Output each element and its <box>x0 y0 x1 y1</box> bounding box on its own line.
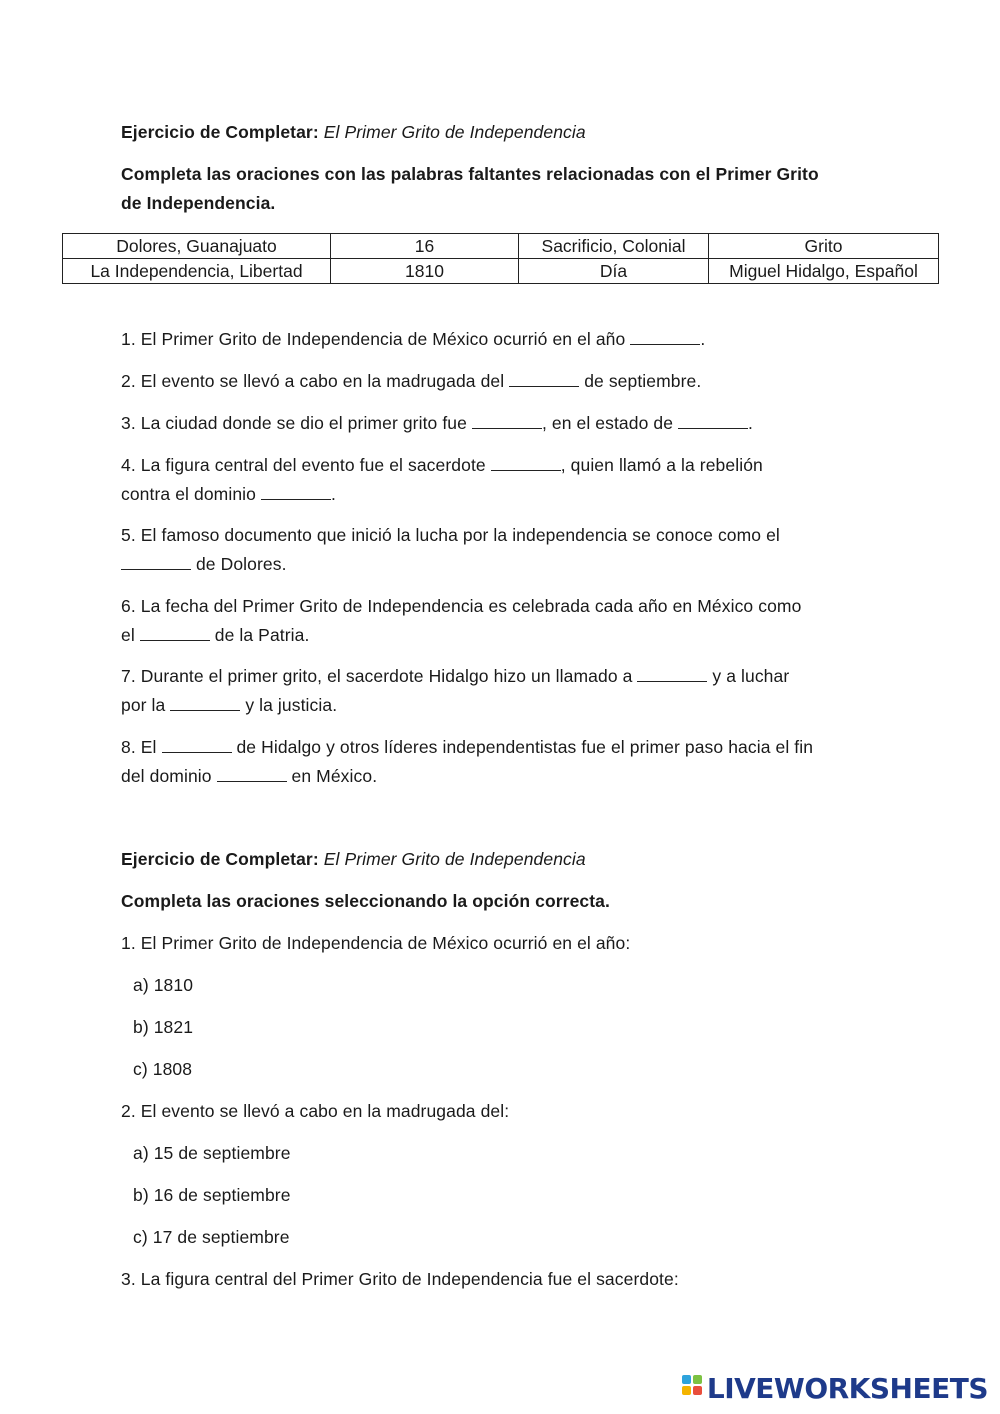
sentence-text: de Dolores. <box>195 554 287 574</box>
sentence-text: 4. La figura central del evento fue el sacerdote <box>121 455 486 475</box>
sentence-text: 2. El evento se llevó a cabo en la madrugada del <box>121 371 505 391</box>
q1-option-c[interactable]: c) 1808 <box>133 1059 193 1079</box>
section2-title-bold: Ejercicio de Completar: <box>121 849 319 869</box>
liveworksheets-logo <box>682 1372 988 1406</box>
logo-mark-icon <box>682 1375 704 1403</box>
sentence-2 <box>121 371 701 392</box>
section1-instructions-line2: de Independencia. <box>121 193 276 213</box>
logo-text: LIVEWORKSHEETS <box>706 1372 988 1405</box>
sentence-text: de Hidalgo y otros líderes independentistas fue el primer paso hacia el fin <box>236 737 814 757</box>
answer-blank[interactable] <box>121 555 191 570</box>
section1-instructions-line1: Completa las oraciones con las palabras faltantes relacionadas con el Primer Grito <box>121 164 819 184</box>
sentence-4-line1 <box>121 455 763 476</box>
sentence-text: del dominio <box>121 766 212 786</box>
question-3: 3. La figura central del Primer Grito de Independencia fue el sacerdote: <box>121 1269 679 1289</box>
sentence-text: en México. <box>291 766 378 786</box>
answer-blank[interactable] <box>637 667 707 682</box>
sentence-6-line2 <box>121 625 309 646</box>
word-bank-cell: Grito <box>709 234 939 259</box>
answer-blank[interactable] <box>162 738 232 753</box>
sentence-text: , en el estado de <box>541 413 674 433</box>
word-bank-cell: 1810 <box>331 259 519 284</box>
sentence-text: y a luchar <box>712 666 790 686</box>
sentence-7-line1 <box>121 666 789 687</box>
sentence-7-line2 <box>121 695 337 716</box>
sentence-3 <box>121 413 753 434</box>
sentence-text: 7. Durante el primer grito, el sacerdote Hidalgo hizo un llamado a <box>121 666 633 686</box>
section1-title-bold: Ejercicio de Completar: <box>121 122 319 142</box>
sentence-text: 1. El Primer Grito de Independencia de México ocurrió en el año <box>121 329 626 349</box>
sentence-8-line1 <box>121 737 813 758</box>
question-1: 1. El Primer Grito de Independencia de México ocurrió en el año: <box>121 933 631 953</box>
sentence-text: contra el dominio <box>121 484 256 504</box>
sentence-text: , quien llamó a la rebelión <box>560 455 763 475</box>
q1-option-b[interactable]: b) 1821 <box>133 1017 194 1037</box>
answer-blank[interactable] <box>140 626 210 641</box>
sentence-text: por la <box>121 695 166 715</box>
word-bank-cell: Día <box>519 259 709 284</box>
section1-title-italic: El Primer Grito de Independencia <box>323 122 586 142</box>
sentence-text: y la justicia. <box>245 695 338 715</box>
question-2: 2. El evento se llevó a cabo en la madrugada del: <box>121 1101 510 1121</box>
q1-option-a[interactable]: a) 1810 <box>133 975 194 995</box>
sentence-text: 3. La ciudad donde se dio el primer grito fue <box>121 413 467 433</box>
word-bank-table <box>62 233 939 284</box>
answer-blank[interactable] <box>261 485 331 500</box>
sentence-5-line1: 5. El famoso documento que inició la lucha por la independencia se conoce como el <box>121 525 780 545</box>
answer-blank[interactable] <box>491 456 561 471</box>
sentence-text: el <box>121 625 135 645</box>
word-bank-cell: La Independencia, Libertad <box>63 259 331 284</box>
sentence-1 <box>121 329 705 350</box>
sentence-4-line2 <box>121 484 336 505</box>
sentence-6-line1: 6. La fecha del Primer Grito de Independencia es celebrada cada año en México como <box>121 596 802 616</box>
sentence-text: de septiembre. <box>584 371 702 391</box>
word-bank-cell: Sacrificio, Colonial <box>519 234 709 259</box>
section2-title <box>121 849 586 870</box>
word-bank-cell: Miguel Hidalgo, Español <box>709 259 939 284</box>
q2-option-b[interactable]: b) 16 de septiembre <box>133 1185 291 1205</box>
sentence-text: 8. El <box>121 737 157 757</box>
answer-blank[interactable] <box>217 767 287 782</box>
answer-blank[interactable] <box>630 330 700 345</box>
section2-instructions: Completa las oraciones seleccionando la opción correcta. <box>121 891 610 911</box>
q2-option-a[interactable]: a) 15 de septiembre <box>133 1143 291 1163</box>
answer-blank[interactable] <box>472 414 542 429</box>
q2-option-c[interactable]: c) 17 de septiembre <box>133 1227 290 1247</box>
word-bank-cell: 16 <box>331 234 519 259</box>
sentence-text: . <box>330 484 336 504</box>
sentence-text: . <box>748 413 753 433</box>
answer-blank[interactable] <box>170 696 240 711</box>
answer-blank[interactable] <box>509 372 579 387</box>
section1-title <box>121 122 586 143</box>
answer-blank[interactable] <box>678 414 748 429</box>
sentence-8-line2 <box>121 766 377 787</box>
sentence-text: de la Patria. <box>214 625 310 645</box>
section2-title-italic: El Primer Grito de Independencia <box>323 849 586 869</box>
sentence-5-line2 <box>121 554 287 575</box>
sentence-text: . <box>700 329 706 349</box>
word-bank-row <box>63 234 939 259</box>
word-bank-cell: Dolores, Guanajuato <box>63 234 331 259</box>
word-bank-row <box>63 259 939 284</box>
